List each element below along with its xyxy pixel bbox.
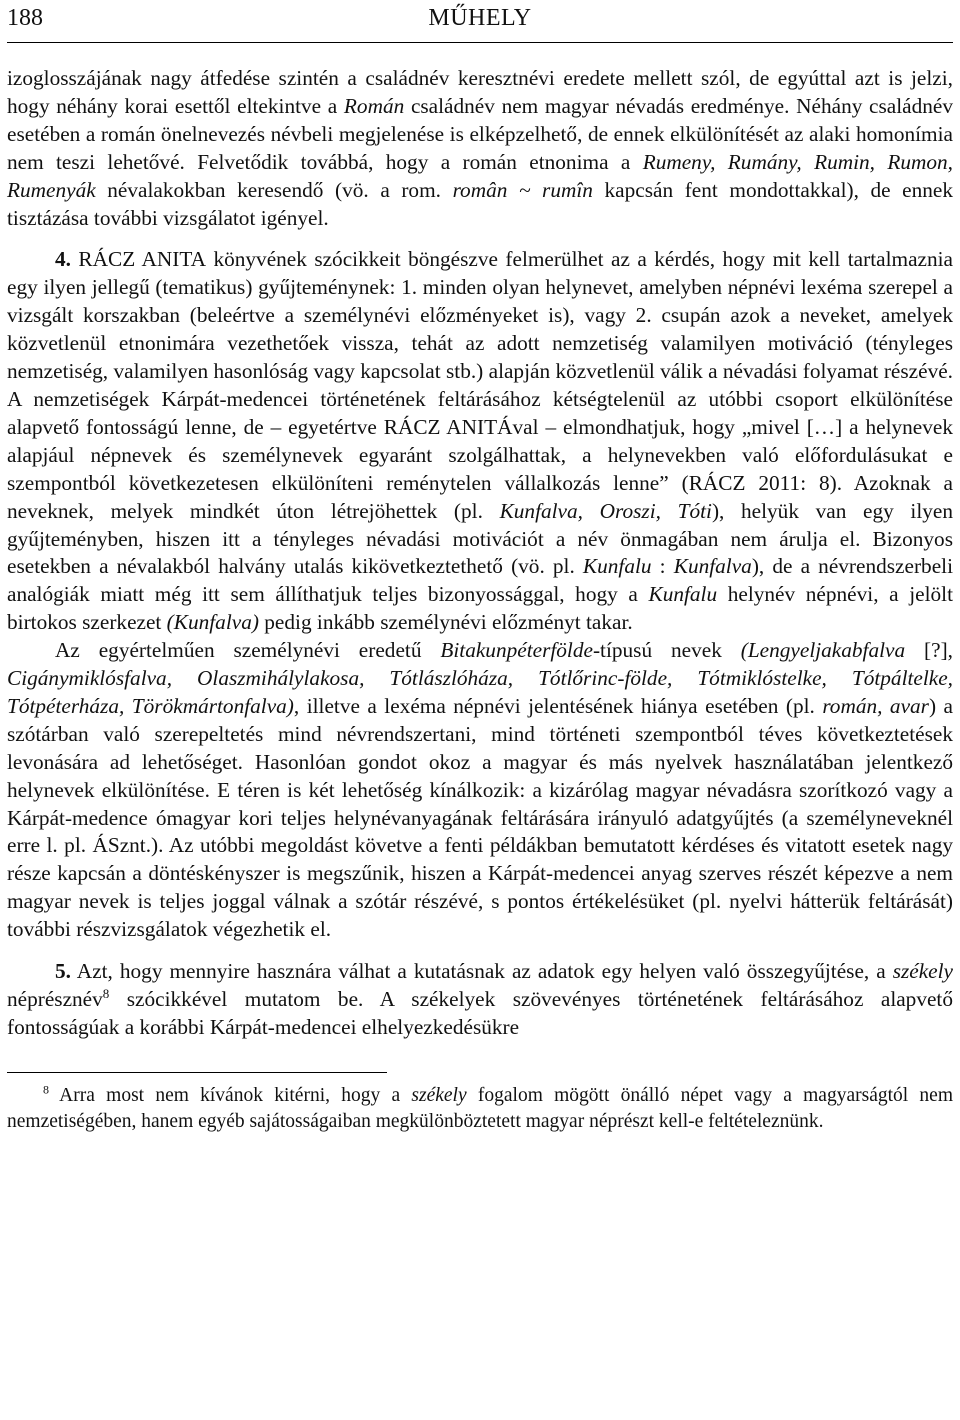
text-run: helynév népnévi, a jelölt birtokos szerkezet xyxy=(7,582,953,635)
text-run: családnév nem magyar névadás eredménye. Néhány családnév esetében a román önelnevezés névbeli megjelenése is elképzelhető, de ennek elkülönítését az alaki homonímia nem teszi lehetővé. Felvetődik továbbá, hogy a román etnonima a xyxy=(7,93,953,174)
paragraph-section-5 xyxy=(7,958,953,1042)
italic-term: Rumeny, Rumány, Rumin, Rumon, Rumenyák xyxy=(7,149,954,202)
text-run: [?], xyxy=(905,638,953,663)
text-run: fogalom mögött önálló népet vagy a magyarságtól nem nemzetiségében, hanem egyéb sajátosságaiban megkülönböztetett magyar néprészt kell-e feltételeznünk. xyxy=(7,1084,954,1133)
paragraph-3 xyxy=(7,637,953,944)
italic-term: Cigánymiklósfalva, Olaszmihálylakosa, Tótlászlóháza, Tótlőrinc-földe, Tótmiklóstelke, Tótpáltelke, Tótpéterháza, Törökmártonfalva) xyxy=(7,666,953,718)
text-run: könyvének szócikkeit böngészve felmerülhet az a kérdés, hogy mit kell tartalmaznia egy ilyen jellegű (tematikus) gyűjteménynek: 1. minden olyan helynevet, amelyben népnévi lexéma szerepel a vizsgált korszakban (beleértve a személynévi előzményeket is), vagy 2. csupán azok a neveket, amelyek közvetlenül etnonimára vezethetőek vissza, tehát az adott nemzetiség valamilyen motiváció (tényleges nemzetiség, valamilyen hasonlóság vagy kapcsolat stb.) alapján közvetlenül válik a névadási folyamat részévé. A nemzetiségek Kárpát-medencei történetének feltárásához kétségtelenül az utóbbi csoport elkülönítése alapvető fontosságú lenne, de – egyetértve xyxy=(7,247,954,439)
italic-term: székely xyxy=(411,1084,467,1106)
italic-term: Kunfalva xyxy=(673,554,752,579)
italic-term: Kunfalu xyxy=(582,554,652,579)
paragraph-section-4 xyxy=(7,246,953,637)
italic-term: român ~ rumîn xyxy=(452,177,593,202)
text-run: Azt, hogy mennyire hasznára válhat a kutatásnak az adatok egy helyen való összegyűjtése, a xyxy=(70,959,893,984)
text-run: Arra most nem kívánok kitérni, hogy a xyxy=(49,1084,412,1106)
text-run: 2011: 8). Azoknak a neveknek, melyek mindkét úton létrejöhettek (pl. xyxy=(7,470,953,523)
text-run: szócikkével mutatom be. A székelyek szövevényes történetének feltárásához alapvető fontosságúak a korábbi Kárpát-medencei elhelyezkedésükre xyxy=(7,987,953,1039)
footnote-reference[interactable]: 8 xyxy=(102,985,110,1001)
text-run: val – elmondhatjuk, hogy „mivel […] a helynevek alapjául népnevek és személynevek egyaránt szolgálhattak, a helynevekben való előfordulásukat e szempontból következetesen elkülöníteni reménytelen vállalkozás lenne” ( xyxy=(7,414,953,495)
italic-term: Román xyxy=(343,93,405,118)
text-run: Az egyértelműen személynévi eredetű xyxy=(55,638,441,663)
footnote-divider xyxy=(7,1072,387,1073)
section-number: 5. xyxy=(55,959,71,984)
text-run: ), helyük van egy ilyen gyűjteményben, hiszen itt a tényleges névadási motivációt a név önmagában nem árulja el. Bizonyos esetekben a névalakból halvány utalás kikövetkeztethető (vö. pl. xyxy=(7,498,953,579)
author-name: RÁCZ ANITÁ xyxy=(383,414,513,439)
text-run: ) a szótárban való szerepeltetés mind névrendszertani, mind történeti szempontból téves következtetések levonására ad lehetőséget. Hasonlóan gondot okoz a magyar és más nyelvek használatában jelentkező helynevek elkülönítése. E téren is két lehetőség kínálkozik: a kizárólag magyar névadásra szorítkozó vagy a Kárpát-medence ómagyar kori teljes helynévanyagának feltárására irányuló adatgyűjtés (a személyneveknél erre l. pl. ÁSznt.). Az utóbbi megoldást követve a fenti példákban bemutatott kérdéses és vitatott esetek nagy része kapcsán a döntéskényszer is megszűnik, hiszen a Kárpát-medencei anyag szerves részét képezve a nem magyar nevek is teljes joggal válnak a szótár részévé, s pontos értékelésüket (pl. nyelvi hátterük feltárását) további részvizsgálatok végezhetik el. xyxy=(7,693,953,942)
text-run: -típusú nevek xyxy=(592,638,741,663)
italic-term: (Lengyeljakabfalva xyxy=(740,638,906,663)
page-header xyxy=(7,0,953,43)
footnote-number: 8 xyxy=(43,1082,49,1097)
footnote-8 xyxy=(7,1083,953,1136)
italic-term: Bitakunpéterfölde xyxy=(440,638,593,663)
text-run: , illetve a lexéma népnévi jelentésének hiánya esetében (pl. xyxy=(293,693,823,718)
text-run: izoglosszájának nagy átfedése szintén a családnév keresztnévi eredete mellett szól, de egyúttal azt is jelzi, hogy néhány korai esettől eltekintve a xyxy=(7,66,953,118)
paragraph-1 xyxy=(7,65,953,232)
text-run: kapcsán fent mondottakkal), de ennek tisztázása további vizsgálatot igényel. xyxy=(7,177,954,230)
text-run: néprésznév xyxy=(7,987,103,1011)
text-run: ), de a névrendszerbeli analógiák miatt még itt sem állíthatjuk teljes bizonyossággal, hogy a xyxy=(7,554,953,607)
author-name: RÁCZ ANITA xyxy=(78,247,207,272)
italic-term: székely xyxy=(892,959,953,984)
author-name: RÁCZ xyxy=(688,470,746,495)
text-run: névalakokban keresendő (vö. a rom. xyxy=(95,177,453,202)
body-text xyxy=(7,65,953,1042)
italic-term: román, avar xyxy=(822,693,929,718)
italic-term: Kunfalva, Oroszi, Tóti xyxy=(499,498,712,523)
page-number: 188 xyxy=(7,5,43,31)
running-head: MŰHELY xyxy=(428,5,532,31)
text-run: pedig inkább személynévi előzményt takar. xyxy=(258,610,633,635)
italic-term: Kunfalu xyxy=(648,582,718,607)
text-run: : xyxy=(651,554,674,579)
section-number: 4. xyxy=(55,247,71,272)
italic-term: (Kunfalva) xyxy=(166,610,259,635)
